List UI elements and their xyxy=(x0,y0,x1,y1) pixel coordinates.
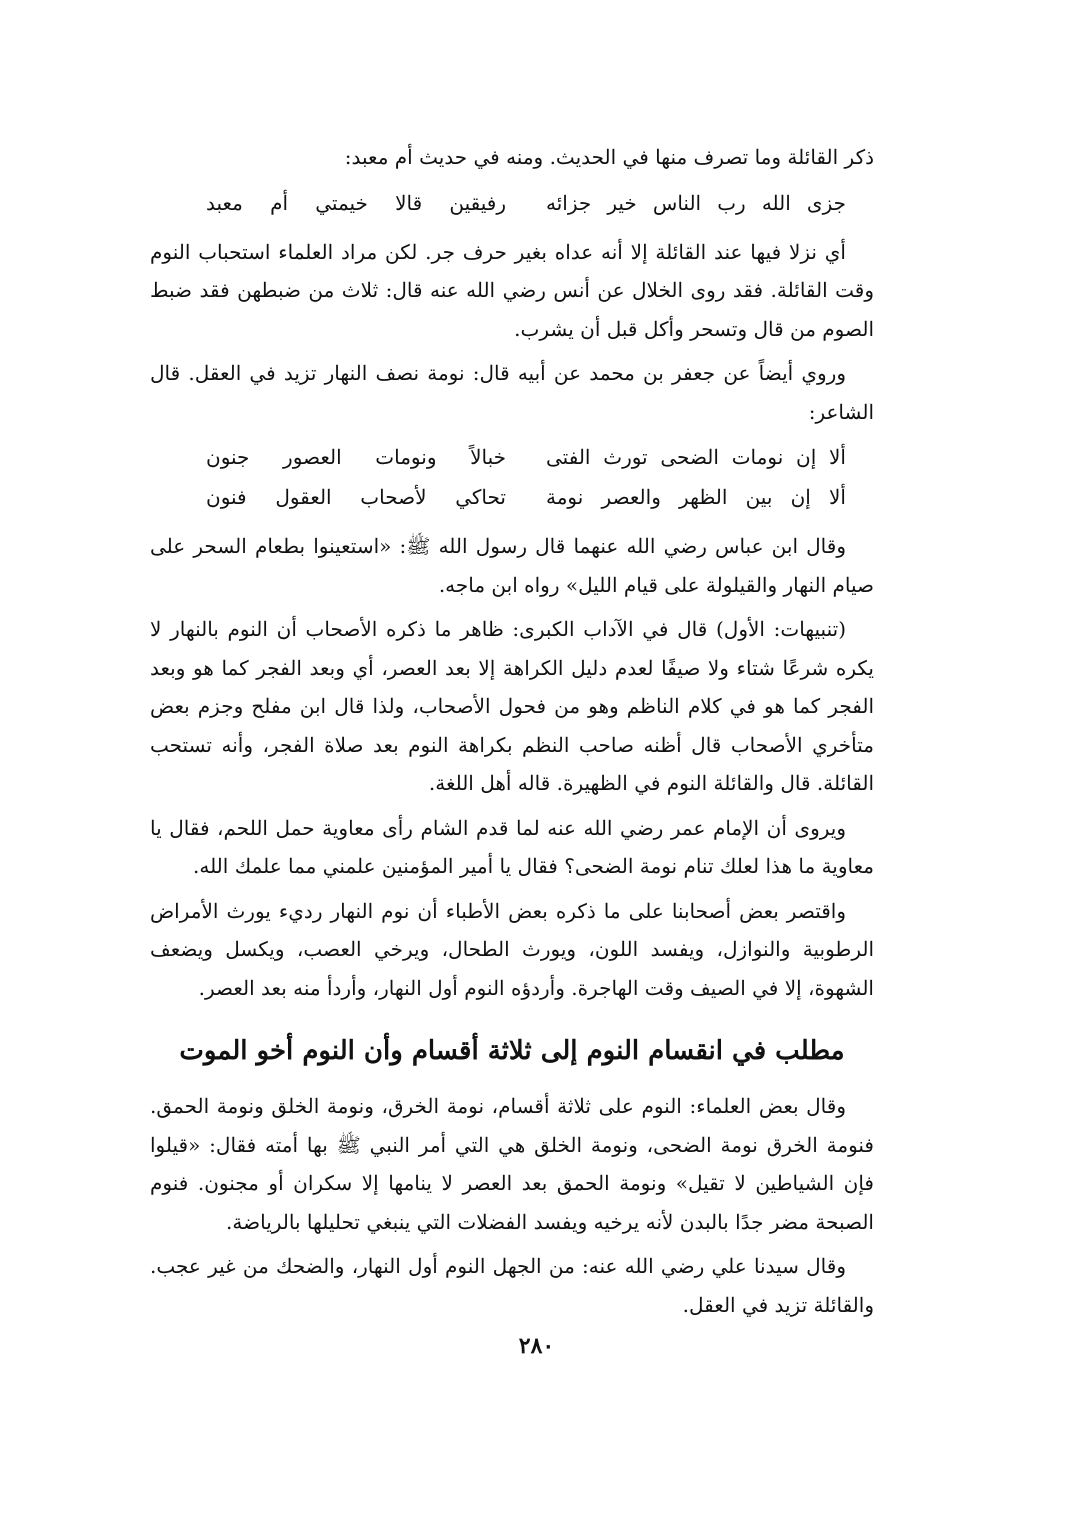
verse-second-hemistich: تحاكي لأصحاب العقول فنون xyxy=(206,485,506,509)
verse-second-hemistich: خبالاً ونومات العصور جنون xyxy=(206,445,506,469)
paragraph: وقال بعض العلماء: النوم على ثلاثة أقسام، نومة الخرق، ونومة الخلق ونومة الحمق. فنومة الخرق نومة الضحى، ونومة الخلق هي التي أمر النبي ﷺ بها أمته فقال: «قيلوا فإن الشياطين لا تقيل» ونومة الحمق بعد العصر لا ينامها إلا سكران أو مجنون. فنوم الصبحة مضر جدًا بالبدن لأنه يرخيه ويفسد الفضلات التي ينبغي تحليلها بالرياضة. xyxy=(150,1094,874,1234)
paragraph: ذكر القائلة وما تصرف منها في الحديث. ومنه في حديث أم معبد: xyxy=(344,145,874,169)
verse-line xyxy=(150,477,874,517)
paragraph: واقتصر بعض أصحابنا على ما ذكره بعض الأطباء أن نوم النهار رديء يورث الأمراض الرطوبية والنوازل، ويفسد اللون، ويورث الطحال، ويرخي العصب، ويكسل ويضعف الشهوة، إلا في الصيف وقت الهاجرة. وأردؤه النوم أول النهار، وأردأ منه بعد العصر. xyxy=(150,898,875,1000)
page-body xyxy=(150,138,874,1330)
paragraph: وقال سيدنا علي رضي الله عنه: من الجهل النوم أول النهار، والضحك من غير عجب. والقائلة تزيد في العقل. xyxy=(150,1254,874,1317)
verse-first-hemistich: ألا إن بين الظهر والعصر نومة xyxy=(546,485,846,509)
verse-gap xyxy=(506,183,546,223)
page-number: ٢٨٠ xyxy=(518,1333,555,1359)
paragraph: وروي أيضاً عن جعفر بن محمد عن أبيه قال: نومة نصف النهار تزيد في العقل. قال الشاعر: xyxy=(150,361,874,424)
verse-gap xyxy=(506,437,546,477)
section-heading: مطلب في انقسام النوم إلى ثلاثة أقسام وأن النوم أخو الموت xyxy=(179,1036,845,1066)
verse-block-1 xyxy=(150,183,874,223)
paragraph: وقال ابن عباس رضي الله عنهما قال رسول الله ﷺ: «استعينوا بطعام السحر على صيام النهار والقيلولة على قيام الليل» رواه ابن ماجه. xyxy=(150,534,874,597)
verse-gap xyxy=(506,477,546,517)
verse-first-hemistich: جزى الله رب الناس خير جزائه xyxy=(546,190,846,215)
verse-second-hemistich: رفيقين قالا خيمتي أم معبد xyxy=(206,190,506,215)
paragraph: (تنبيهات: الأول) قال في الآداب الكبرى: ظاهر ما ذكره الأصحاب أن النوم بالنهار لا يكره شرعًا شتاء ولا صيفًا لعدم دليل الكراهة إلا بعد العصر، أي وبعد الفجر كما هو وبعد الفجر كما هو في كلام الناظم وهو من فحول الأصحاب، ولذا قال ابن مفلح وجزم بعض متأخري الأصحاب قال أظنه صاحب النظم بكراهة النوم بعد صلاة الفجر، وأنه تستحب القائلة. قال والقائلة النوم في الظهيرة. قاله أهل اللغة. xyxy=(150,617,874,795)
verse-first-hemistich: ألا إن نومات الضحى تورث الفتى xyxy=(546,445,846,469)
verse-block-2 xyxy=(150,437,874,517)
paragraph: أي نزلا فيها عند القائلة إلا أنه عداه بغير حرف جر. لكن مراد العلماء استحباب النوم وقت القائلة. فقد روى الخلال عن أنس رضي الله عنه قال: ثلاث من ضبطهن فقد ضبط الصوم من قال وتسحر وأكل قبل أن يشرب. xyxy=(150,239,874,341)
verse-line xyxy=(150,437,874,477)
paragraph: ويروى أن الإمام عمر رضي الله عنه لما قدم الشام رأى معاوية حمل اللحم، فقال يا معاوية ما هذا لعلك تنام نومة الضحى؟ فقال يا أمير المؤمنين علمني مما علمك الله. xyxy=(150,815,874,878)
verse-line xyxy=(150,183,874,223)
